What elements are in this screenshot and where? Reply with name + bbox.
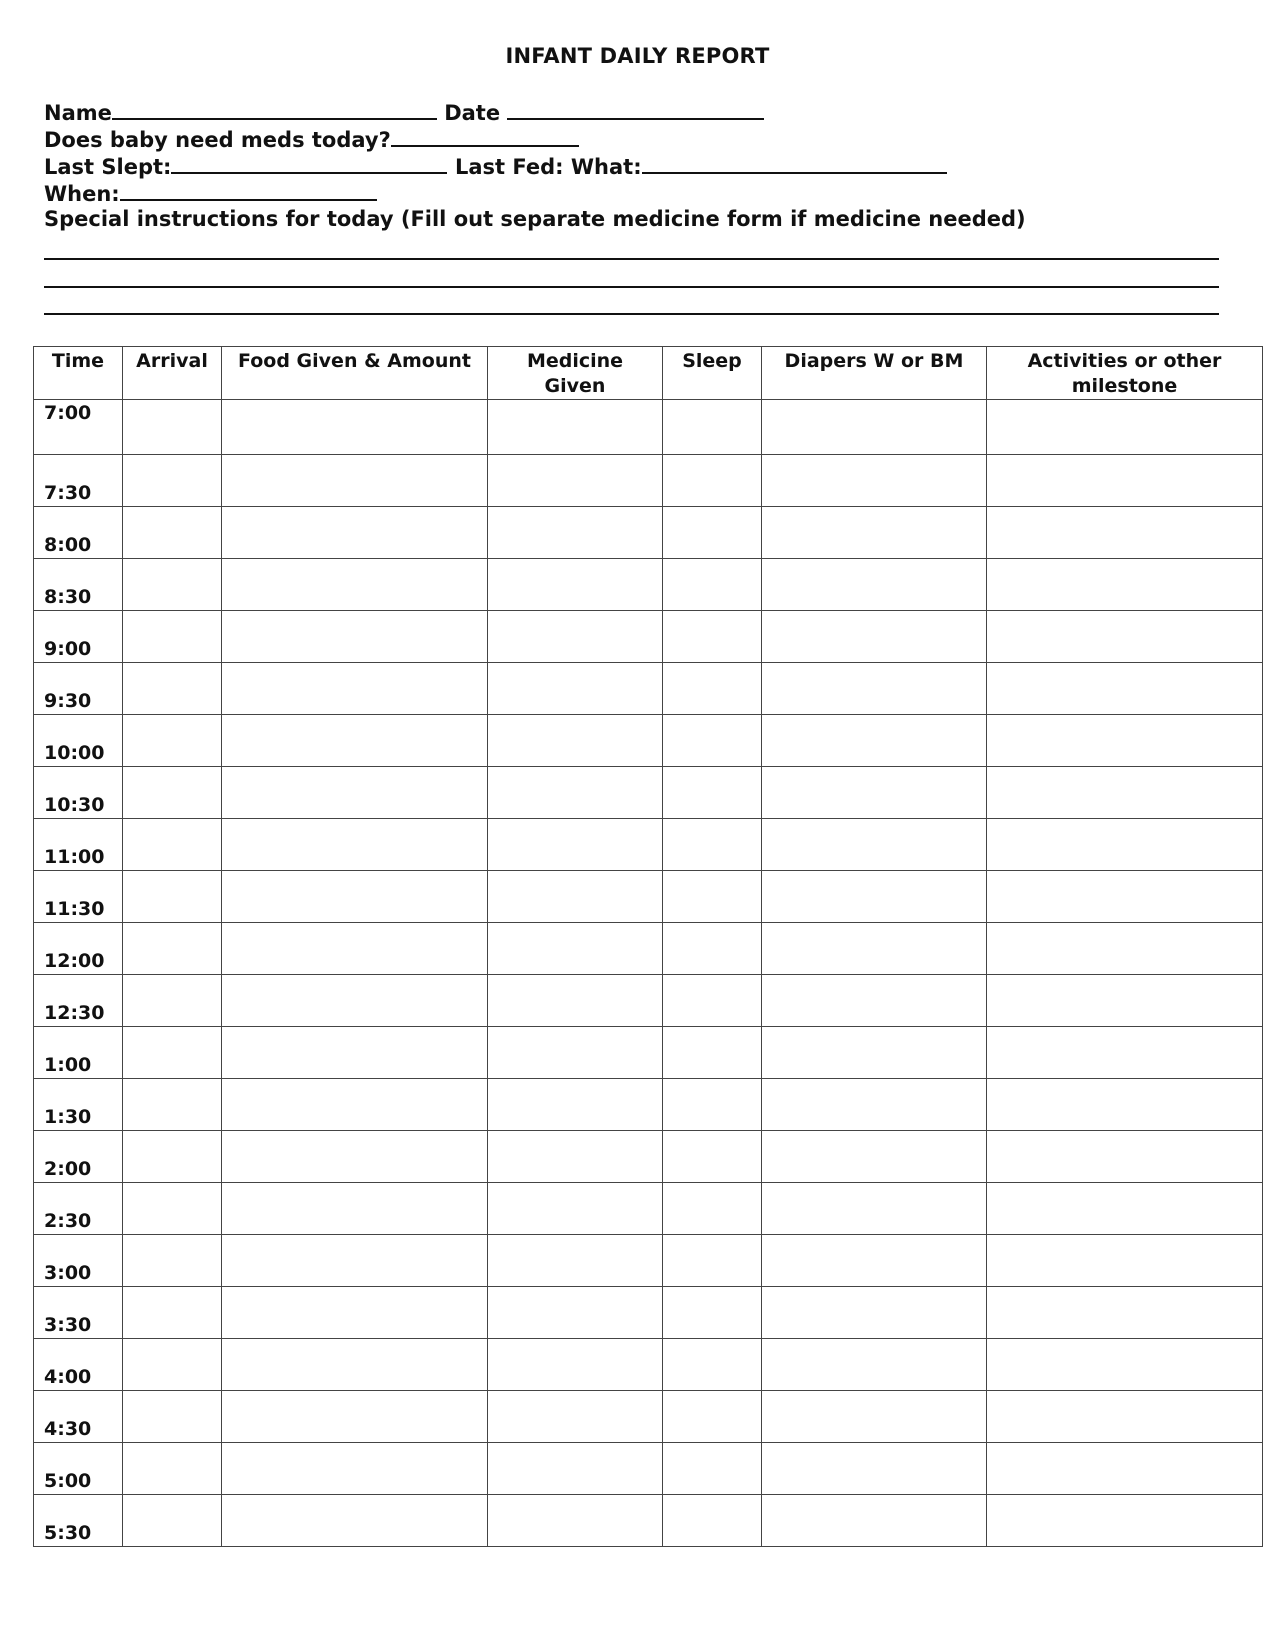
diapers-cell[interactable] xyxy=(762,663,987,715)
medicine-cell[interactable] xyxy=(488,1391,663,1443)
arrival-cell[interactable] xyxy=(123,1287,222,1339)
food-cell[interactable] xyxy=(222,923,488,975)
sleep-cell[interactable] xyxy=(663,1495,762,1547)
time-cell: 10:30 xyxy=(34,767,123,819)
time-cell: 8:00 xyxy=(34,507,123,559)
time-cell: 7:30 xyxy=(34,455,123,507)
food-cell[interactable] xyxy=(222,1235,488,1287)
activities-cell[interactable] xyxy=(987,455,1263,507)
diapers-cell[interactable] xyxy=(762,1495,987,1547)
arrival-cell[interactable] xyxy=(123,559,222,611)
report-table xyxy=(33,346,1263,1547)
last-slept-field[interactable] xyxy=(171,152,447,174)
sleep-cell[interactable] xyxy=(663,819,762,871)
sleep-cell[interactable] xyxy=(663,871,762,923)
activities-cell[interactable] xyxy=(987,975,1263,1027)
table-row xyxy=(34,871,1263,923)
arrival-cell[interactable] xyxy=(123,1495,222,1547)
food-cell[interactable] xyxy=(222,819,488,871)
table-body xyxy=(34,400,1263,1547)
activities-cell[interactable] xyxy=(987,1339,1263,1391)
arrival-cell[interactable] xyxy=(123,611,222,663)
last-fed-field[interactable] xyxy=(642,152,947,174)
meds-label: Does baby need meds today? xyxy=(44,128,391,152)
time-cell: 12:30 xyxy=(34,975,123,1027)
time-cell: 2:00 xyxy=(34,1131,123,1183)
diapers-cell[interactable] xyxy=(762,1339,987,1391)
last-fed-label: Last Fed: What: xyxy=(455,155,642,179)
activities-cell[interactable] xyxy=(987,819,1263,871)
time-cell: 12:00 xyxy=(34,923,123,975)
medicine-cell[interactable] xyxy=(488,507,663,559)
diapers-cell[interactable] xyxy=(762,1183,987,1235)
activities-cell[interactable] xyxy=(987,611,1263,663)
name-date-row xyxy=(44,98,764,126)
diapers-cell[interactable] xyxy=(762,975,987,1027)
diapers-cell[interactable] xyxy=(762,767,987,819)
medicine-cell[interactable] xyxy=(488,559,663,611)
table-row xyxy=(34,455,1263,507)
diapers-cell[interactable] xyxy=(762,871,987,923)
food-cell[interactable] xyxy=(222,507,488,559)
table-row xyxy=(34,1131,1263,1183)
arrival-cell[interactable] xyxy=(123,767,222,819)
diapers-cell[interactable] xyxy=(762,1079,987,1131)
sleep-cell[interactable] xyxy=(663,1391,762,1443)
medicine-cell[interactable] xyxy=(488,1339,663,1391)
activities-cell[interactable] xyxy=(987,559,1263,611)
food-cell[interactable] xyxy=(222,559,488,611)
table-row xyxy=(34,1391,1263,1443)
arrival-cell[interactable] xyxy=(123,871,222,923)
food-cell[interactable] xyxy=(222,871,488,923)
header-sleep: Sleep xyxy=(663,347,762,400)
food-cell[interactable] xyxy=(222,1391,488,1443)
arrival-cell[interactable] xyxy=(123,1131,222,1183)
diapers-cell[interactable] xyxy=(762,611,987,663)
sleep-cell[interactable] xyxy=(663,559,762,611)
time-cell: 3:00 xyxy=(34,1235,123,1287)
time-cell: 11:00 xyxy=(34,819,123,871)
meds-row xyxy=(44,125,579,153)
diapers-cell[interactable] xyxy=(762,1443,987,1495)
arrival-cell[interactable] xyxy=(123,923,222,975)
food-cell[interactable] xyxy=(222,455,488,507)
time-cell: 9:00 xyxy=(34,611,123,663)
medicine-cell[interactable] xyxy=(488,1443,663,1495)
diapers-cell[interactable] xyxy=(762,1131,987,1183)
arrival-cell[interactable] xyxy=(123,455,222,507)
activities-cell[interactable] xyxy=(987,871,1263,923)
table-row xyxy=(34,559,1263,611)
food-cell[interactable] xyxy=(222,715,488,767)
activities-cell[interactable] xyxy=(987,1079,1263,1131)
activities-cell[interactable] xyxy=(987,1027,1263,1079)
food-cell[interactable] xyxy=(222,1339,488,1391)
medicine-cell[interactable] xyxy=(488,975,663,1027)
meds-field[interactable] xyxy=(391,125,579,147)
special-instructions-line-1[interactable] xyxy=(44,258,1219,260)
special-instructions-line-2[interactable] xyxy=(44,286,1219,288)
medicine-cell[interactable] xyxy=(488,1027,663,1079)
table-row xyxy=(34,767,1263,819)
table-row xyxy=(34,400,1263,455)
sleep-cell[interactable] xyxy=(663,1235,762,1287)
header-arrival: Arrival xyxy=(123,347,222,400)
diapers-cell[interactable] xyxy=(762,1391,987,1443)
medicine-cell[interactable] xyxy=(488,819,663,871)
activities-cell[interactable] xyxy=(987,507,1263,559)
sleep-cell[interactable] xyxy=(663,400,762,455)
food-cell[interactable] xyxy=(222,975,488,1027)
name-label: Name xyxy=(44,101,112,125)
time-cell: 11:30 xyxy=(34,871,123,923)
table-header-row xyxy=(34,347,1263,400)
activities-cell[interactable] xyxy=(987,1443,1263,1495)
table-row xyxy=(34,1235,1263,1287)
food-cell[interactable] xyxy=(222,1183,488,1235)
sleep-cell[interactable] xyxy=(663,1287,762,1339)
sleep-cell[interactable] xyxy=(663,767,762,819)
activities-cell[interactable] xyxy=(987,1235,1263,1287)
table-row xyxy=(34,975,1263,1027)
date-field[interactable] xyxy=(507,98,764,120)
arrival-cell[interactable] xyxy=(123,1079,222,1131)
sleep-cell[interactable] xyxy=(663,1443,762,1495)
medicine-cell[interactable] xyxy=(488,1079,663,1131)
sleep-cell[interactable] xyxy=(663,1079,762,1131)
diapers-cell[interactable] xyxy=(762,507,987,559)
food-cell[interactable] xyxy=(222,1495,488,1547)
table-row xyxy=(34,507,1263,559)
time-cell: 4:00 xyxy=(34,1339,123,1391)
time-cell: 9:30 xyxy=(34,663,123,715)
diapers-cell[interactable] xyxy=(762,455,987,507)
medicine-cell[interactable] xyxy=(488,455,663,507)
table-row xyxy=(34,663,1263,715)
medicine-cell[interactable] xyxy=(488,663,663,715)
activities-cell[interactable] xyxy=(987,1131,1263,1183)
table-row xyxy=(34,715,1263,767)
food-cell[interactable] xyxy=(222,400,488,455)
time-cell: 5:30 xyxy=(34,1495,123,1547)
table-row xyxy=(34,1183,1263,1235)
arrival-cell[interactable] xyxy=(123,663,222,715)
medicine-cell[interactable] xyxy=(488,1495,663,1547)
time-cell: 10:00 xyxy=(34,715,123,767)
food-cell[interactable] xyxy=(222,1131,488,1183)
medicine-cell[interactable] xyxy=(488,1287,663,1339)
activities-cell[interactable] xyxy=(987,1495,1263,1547)
food-cell[interactable] xyxy=(222,1079,488,1131)
medicine-cell[interactable] xyxy=(488,871,663,923)
medicine-cell[interactable] xyxy=(488,715,663,767)
sleep-cell[interactable] xyxy=(663,663,762,715)
time-cell: 2:30 xyxy=(34,1183,123,1235)
header-time: Time xyxy=(34,347,123,400)
last-fed-row xyxy=(455,152,947,180)
time-cell: 1:30 xyxy=(34,1079,123,1131)
sleep-cell[interactable] xyxy=(663,975,762,1027)
header-medicine: Medicine Given xyxy=(488,347,663,400)
time-cell: 3:30 xyxy=(34,1287,123,1339)
table-row xyxy=(34,1443,1263,1495)
table-row xyxy=(34,1079,1263,1131)
when-label: When: xyxy=(44,182,120,206)
table-row xyxy=(34,923,1263,975)
medicine-cell[interactable] xyxy=(488,1235,663,1287)
diapers-cell[interactable] xyxy=(762,819,987,871)
diapers-cell[interactable] xyxy=(762,923,987,975)
diapers-cell[interactable] xyxy=(762,715,987,767)
activities-cell[interactable] xyxy=(987,1287,1263,1339)
table-row xyxy=(34,611,1263,663)
arrival-cell[interactable] xyxy=(123,819,222,871)
name-field[interactable] xyxy=(112,98,437,120)
time-cell: 7:00 xyxy=(34,400,123,455)
arrival-cell[interactable] xyxy=(123,1339,222,1391)
header-food: Food Given & Amount xyxy=(222,347,488,400)
table-row xyxy=(34,1287,1263,1339)
food-cell[interactable] xyxy=(222,1027,488,1079)
medicine-cell[interactable] xyxy=(488,923,663,975)
sleep-cell[interactable] xyxy=(663,1339,762,1391)
sleep-cell[interactable] xyxy=(663,1027,762,1079)
medicine-cell[interactable] xyxy=(488,400,663,455)
medicine-cell[interactable] xyxy=(488,1131,663,1183)
activities-cell[interactable] xyxy=(987,767,1263,819)
special-instructions-line-3[interactable] xyxy=(44,313,1219,315)
arrival-cell[interactable] xyxy=(123,1183,222,1235)
sleep-cell[interactable] xyxy=(663,1183,762,1235)
time-cell: 5:00 xyxy=(34,1443,123,1495)
diapers-cell[interactable] xyxy=(762,400,987,455)
food-cell[interactable] xyxy=(222,663,488,715)
medicine-cell[interactable] xyxy=(488,1183,663,1235)
last-slept-label: Last Slept: xyxy=(44,155,172,179)
diapers-cell[interactable] xyxy=(762,1235,987,1287)
arrival-cell[interactable] xyxy=(123,400,222,455)
diapers-cell[interactable] xyxy=(762,559,987,611)
arrival-cell[interactable] xyxy=(123,1443,222,1495)
arrival-cell[interactable] xyxy=(123,507,222,559)
activities-cell[interactable] xyxy=(987,1391,1263,1443)
time-cell: 4:30 xyxy=(34,1391,123,1443)
sleep-cell[interactable] xyxy=(663,715,762,767)
table-row xyxy=(34,1027,1263,1079)
when-row xyxy=(44,179,377,207)
time-cell: 1:00 xyxy=(34,1027,123,1079)
diapers-cell[interactable] xyxy=(762,1027,987,1079)
date-label: Date xyxy=(444,101,501,125)
when-field[interactable] xyxy=(120,179,377,201)
sleep-cell[interactable] xyxy=(663,455,762,507)
table-row xyxy=(34,1495,1263,1547)
diapers-cell[interactable] xyxy=(762,1287,987,1339)
sleep-cell[interactable] xyxy=(663,923,762,975)
header-diapers: Diapers W or BM xyxy=(762,347,987,400)
table-row xyxy=(34,1339,1263,1391)
arrival-cell[interactable] xyxy=(123,1235,222,1287)
sleep-cell[interactable] xyxy=(663,507,762,559)
medicine-cell[interactable] xyxy=(488,611,663,663)
sleep-cell[interactable] xyxy=(663,1131,762,1183)
food-cell[interactable] xyxy=(222,1287,488,1339)
report-title: INFANT DAILY REPORT xyxy=(505,44,770,68)
header-activities: Activities or other milestone xyxy=(987,347,1263,400)
arrival-cell[interactable] xyxy=(123,715,222,767)
arrival-cell[interactable] xyxy=(123,975,222,1027)
activities-cell[interactable] xyxy=(987,923,1263,975)
time-cell: 8:30 xyxy=(34,559,123,611)
table-row xyxy=(34,819,1263,871)
activities-cell[interactable] xyxy=(987,663,1263,715)
food-cell[interactable] xyxy=(222,611,488,663)
last-slept-row xyxy=(44,152,447,180)
sleep-cell[interactable] xyxy=(663,611,762,663)
arrival-cell[interactable] xyxy=(123,1391,222,1443)
activities-cell[interactable] xyxy=(987,1183,1263,1235)
arrival-cell[interactable] xyxy=(123,1027,222,1079)
medicine-cell[interactable] xyxy=(488,767,663,819)
activities-cell[interactable] xyxy=(987,400,1263,455)
food-cell[interactable] xyxy=(222,767,488,819)
activities-cell[interactable] xyxy=(987,715,1263,767)
food-cell[interactable] xyxy=(222,1443,488,1495)
special-instructions-label: Special instructions for today (Fill out separate medicine form if medicine needed) xyxy=(44,207,1026,231)
